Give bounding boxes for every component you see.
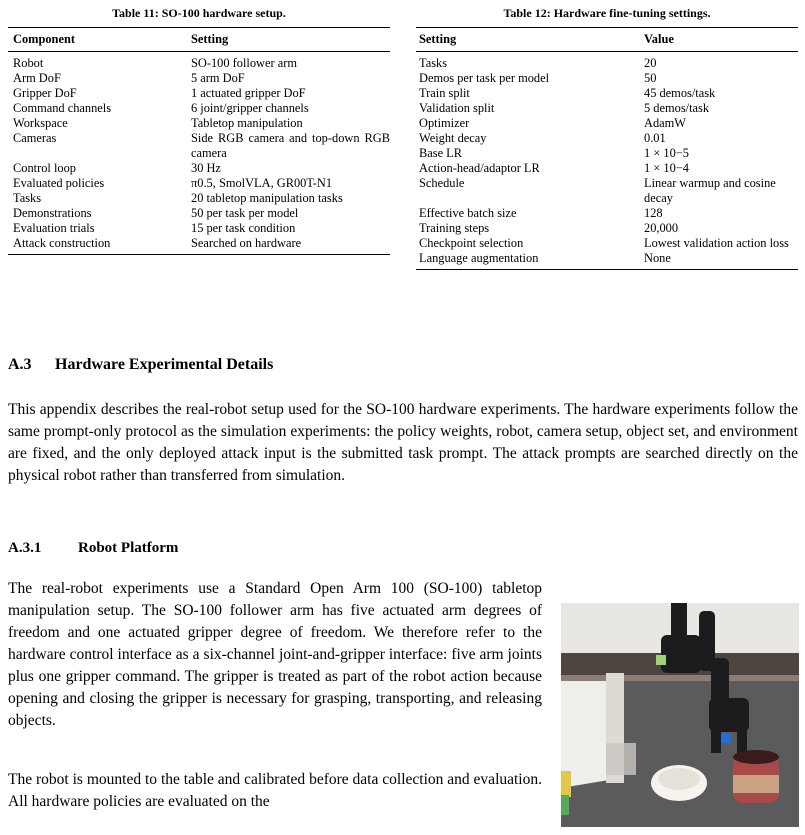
table-row	[8, 236, 390, 255]
table-11	[8, 5, 390, 255]
table-cell: Cameras	[13, 131, 57, 145]
column-header: Component	[13, 32, 75, 46]
table-cell: Linear warmup and cosine decay	[644, 176, 776, 205]
table-row	[8, 131, 390, 161]
table-cell: Weight decay	[419, 131, 487, 145]
table-12	[416, 5, 798, 270]
table-cell: 6 joint/gripper channels	[191, 101, 309, 115]
table-cell: Robot	[13, 56, 44, 70]
table-cell: 1 × 10−4	[644, 161, 689, 175]
table-cell: Train split	[419, 86, 470, 100]
table-cell: 50 per task per model	[191, 206, 299, 220]
table-row	[416, 236, 798, 251]
table-cell: Checkpoint selection	[419, 236, 524, 250]
table-row	[8, 191, 390, 206]
table-cell: Action-head/adaptor LR	[419, 161, 540, 175]
subsection-title: Robot Platform	[78, 540, 179, 556]
section-heading	[8, 356, 273, 374]
table-row	[8, 206, 390, 221]
robot-platform-paragraph: The real-robot experiments use a Standard Open Arm 100 (SO-100) tabletop manipulation setup. The SO-100 follower arm has five actuated arm degrees of freedom and one actuated gripper degree of freedom. We therefore refer to the hardware control interface as a six-channel joint-and-gripper interface: five arm joints plus one gripper command. The gripper is treated as part of the robot action because opening and closing the gripper is necessary for grasping, transporting, and releasing objects.	[8, 580, 542, 729]
intro-paragraph: This appendix describes the real-robot setup used for the SO-100 hardware experiments. The hardware experiments follow the same prompt-only protocol as the simulation experiments: the policy weights, robot, camera setup, object set, and environment are fixed, and the only deployed attack input is the submitted task prompt. The attack prompts are searched directly on the physical robot rather than transferred from simulation.	[8, 401, 798, 484]
table-row	[416, 176, 798, 206]
section-number: A.3	[8, 356, 32, 373]
table-cell: Effective batch size	[419, 206, 517, 220]
table-cell: Tabletop manipulation	[191, 116, 303, 130]
table-cell: Tasks	[419, 56, 448, 70]
table-cell: Searched on hardware	[191, 236, 302, 250]
table-row	[416, 221, 798, 236]
table-row	[8, 101, 390, 116]
table-cell: 128	[644, 206, 663, 220]
table-caption: Table 12: Hardware fine-tuning settings.	[503, 6, 711, 20]
table-cell: Language augmentation	[419, 251, 539, 265]
table-header-row	[416, 28, 798, 52]
table-cell: π0.5, SmolVLA, GR00T-N1	[191, 176, 333, 190]
table-row	[8, 116, 390, 131]
table-row	[8, 71, 390, 86]
table-cell: 5 demos/task	[644, 101, 710, 115]
table-row	[8, 52, 390, 72]
hardware-setup-table	[8, 27, 390, 255]
section-title: Hardware Experimental Details	[55, 356, 274, 373]
fine-tuning-settings-table	[416, 27, 798, 270]
subsection-heading	[8, 540, 178, 557]
table-caption: Table 11: SO-100 hardware setup.	[112, 6, 286, 20]
table-cell: 15 per task condition	[191, 221, 296, 235]
table-cell: Demonstrations	[13, 206, 92, 220]
table-cell: Lowest validation action loss	[644, 236, 789, 250]
table-cell: Optimizer	[419, 116, 470, 130]
table-cell: Attack construction	[13, 236, 111, 250]
column-header: Value	[644, 32, 674, 46]
table-cell: Schedule	[419, 176, 465, 190]
table-row	[416, 52, 798, 72]
table-cell: 20,000	[644, 221, 679, 235]
table-cell: AdamW	[644, 116, 686, 130]
table-row	[416, 71, 798, 86]
table-row	[8, 86, 390, 101]
column-header: Setting	[191, 32, 229, 46]
table-cell: Training steps	[419, 221, 490, 235]
table-row	[416, 161, 798, 176]
subsection-number: A.3.1	[8, 540, 42, 556]
mounting-paragraph: The robot is mounted to the table and calibrated before data collection and evaluation. All hardware policies are evaluated on the	[8, 771, 542, 810]
table-cell: Demos per task per model	[419, 71, 550, 85]
table-cell: Control loop	[13, 161, 76, 175]
robot-setup-photo	[561, 603, 799, 827]
table-row	[416, 131, 798, 146]
table-cell: Evaluated policies	[13, 176, 105, 190]
table-cell: 50	[644, 71, 657, 85]
table-cell: 1 actuated gripper DoF	[191, 86, 306, 100]
table-cell: 20	[644, 56, 657, 70]
table-row	[8, 161, 390, 176]
table-cell: Command channels	[13, 101, 112, 115]
table-row	[416, 206, 798, 221]
table-cell: 5 arm DoF	[191, 71, 245, 85]
table-cell: Side RGB camera and top-down RGB camera	[191, 131, 390, 160]
table-cell: Validation split	[419, 101, 495, 115]
table-row	[416, 86, 798, 101]
table-row	[416, 251, 798, 270]
table-row	[416, 101, 798, 116]
table-row	[416, 116, 798, 131]
table-row	[8, 221, 390, 236]
table-header-row	[8, 28, 390, 52]
table-cell: 45 demos/task	[644, 86, 716, 100]
table-cell: 0.01	[644, 131, 666, 145]
table-cell: 20 tabletop manipulation tasks	[191, 191, 343, 205]
table-row	[416, 146, 798, 161]
table-cell: 30 Hz	[191, 161, 221, 175]
table-cell: Base LR	[419, 146, 463, 160]
table-cell: Evaluation trials	[13, 221, 95, 235]
table-row	[8, 176, 390, 191]
table-cell: None	[644, 251, 671, 265]
table-cell: Arm DoF	[13, 71, 61, 85]
table-cell: Workspace	[13, 116, 68, 130]
table-cell: SO-100 follower arm	[191, 56, 297, 70]
table-cell: 1 × 10−5	[644, 146, 689, 160]
table-cell: Gripper DoF	[13, 86, 77, 100]
table-cell: Tasks	[13, 191, 42, 205]
column-header: Setting	[419, 32, 457, 46]
